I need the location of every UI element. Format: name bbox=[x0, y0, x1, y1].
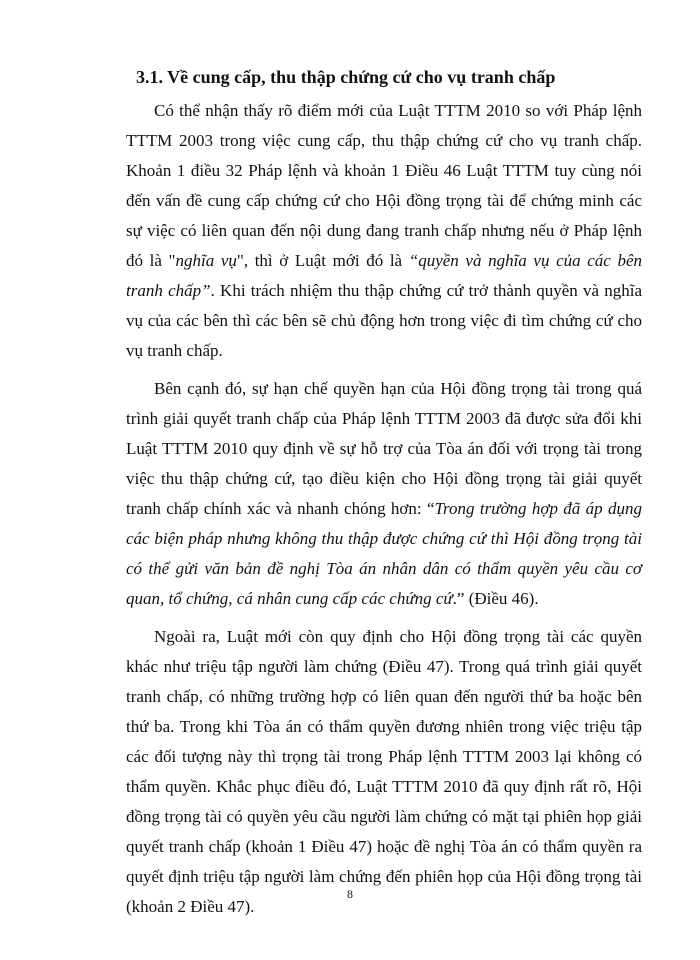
paragraph-evidence-rights bbox=[126, 96, 642, 366]
paragraph-text: . Khi trách nhiệm thu thập chứng cứ trở thành quyền và nghĩa vụ của các bên thì các bên sẽ chủ động hơn trong việc đi tìm chứng cứ cho vụ tranh chấp. bbox=[126, 281, 643, 360]
italic-quote-rights: “quyền và nghĩa vụ của các bên tranh chấp” bbox=[126, 251, 643, 300]
paragraph-text: ", thì ở Luật mới đó là bbox=[236, 251, 409, 270]
italic-quote-article-46: Trong trường hợp đã áp dụng các biện pháp nhưng không thu thập được chứng cứ thì Hội đồng trọng tài có thể gửi văn bản đề nghị Tòa án nhân dân có thẩm quyền yêu cầu cơ quan, tổ chứng, cá nhân cung cấp các chứng cứ bbox=[126, 499, 642, 608]
italic-term-obligation: nghĩa vụ bbox=[175, 251, 237, 270]
paragraph-text: .” (Điều 46). bbox=[452, 589, 539, 608]
section-heading: 3.1. Về cung cấp, thu thập chứng cứ cho vụ tranh chấp bbox=[136, 67, 556, 87]
paragraph-text: Có thể nhận thấy rõ điểm mới của Luật TTTM 2010 so với Pháp lệnh TTTM 2003 trong việc cung cấp, thu thập chứng cứ cho vụ tranh chấp. Khoản 1 điều 32 Pháp lệnh và khoản 1 Điều 46 Luật TTTM tuy cùng nói đến vấn đề cung cấp chứng cứ cho Hội đồng trọng tài để chứng minh các sự việc có liên quan đến nội dung đang tranh chấp nhưng nếu ở Pháp lệnh đó là " bbox=[126, 101, 642, 270]
page-number: 8 bbox=[347, 887, 353, 901]
paragraph-witness-summons: Ngoài ra, Luật mới còn quy định cho Hội đồng trọng tài các quyền khác như triệu tập người làm chứng (Điều 47). Trong quá trình giải quyết tranh chấp, có những trường hợp có liên quan đến người thứ ba hoặc bên thứ ba. Trong khi Tòa án có thẩm quyền đương nhiên trong việc triệu tập các đối tượng này thì trọng tài trong Pháp lệnh TTTM 2003 lại không có thẩm quyền. Khắc phục điều đó, Luật TTTM 2010 đã quy định rất rõ, Hội đồng trọng tài có quyền yêu cầu người làm chứng có mặt tại phiên họp giải quyết tranh chấp (khoản 1 Điều 47) hoặc đề nghị Tòa án có thẩm quyền ra quyết định triệu tập người làm chứng đến phiên họp của Hội đồng trọng tài (khoản 2 Điều 47). bbox=[126, 627, 642, 916]
paragraph-text: Bên cạnh đó, sự hạn chế quyền hạn của Hội đồng trọng tài trong quá trình giải quyết tranh chấp của Pháp lệnh TTTM 2003 đã được sửa đổi khi Luật TTTM 2010 quy định về sự hỗ trợ của Tòa án đối với trọng tài trong việc thu thập chứng cứ, tạo điều kiện cho Hội đồng trọng tài giải quyết tranh chấp chính xác và nhanh chóng hơn: “ bbox=[126, 379, 642, 518]
paragraph-court-support bbox=[126, 374, 642, 614]
